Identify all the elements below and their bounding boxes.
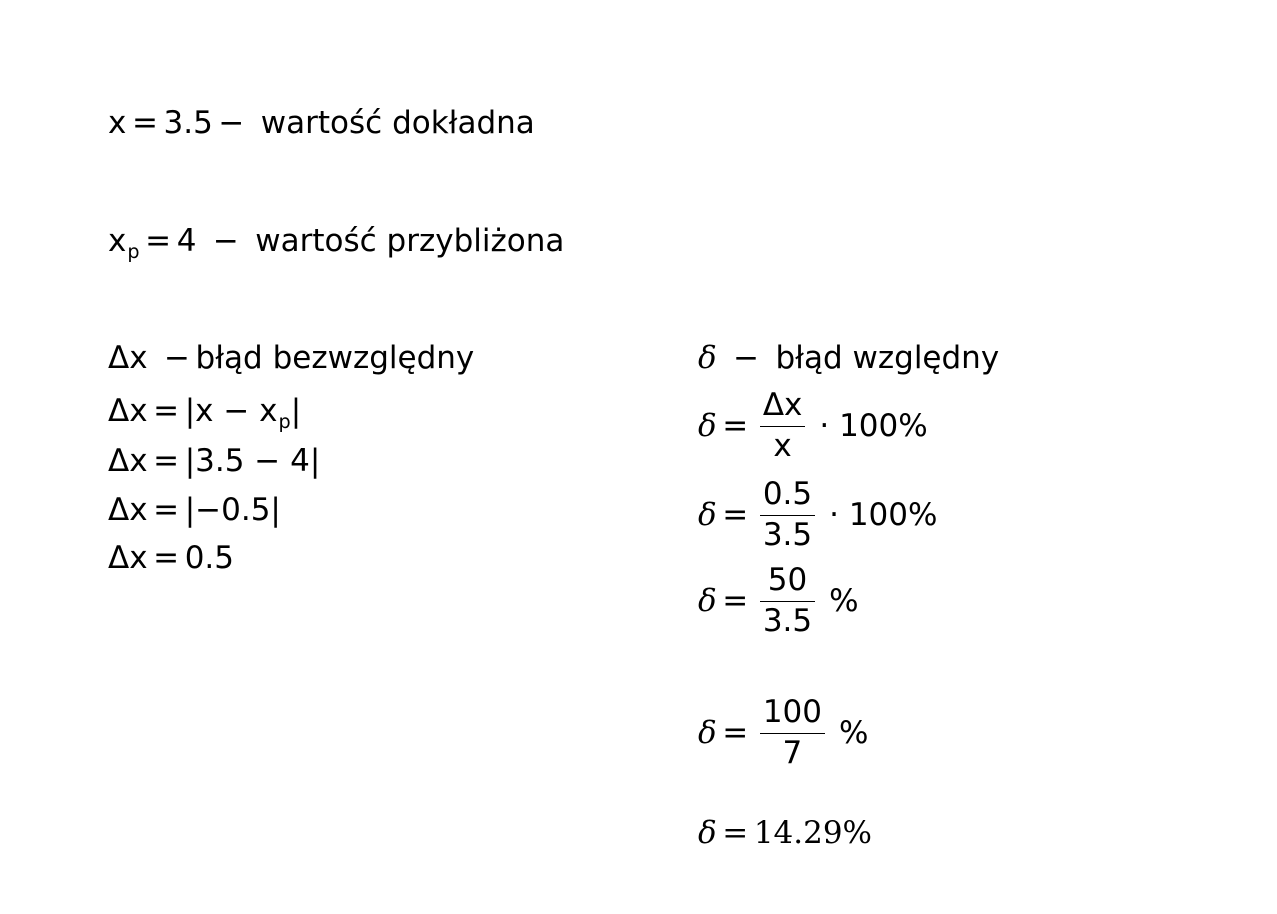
approx-subscript: p bbox=[278, 409, 291, 433]
fraction bbox=[760, 388, 806, 465]
numerator: 0.5 bbox=[762, 476, 813, 512]
percent-multiplier: · 100% bbox=[819, 408, 928, 445]
equals-sign: = bbox=[153, 540, 180, 576]
relative-error-label: błąd względny bbox=[775, 340, 1000, 376]
approx-number: 4 bbox=[176, 223, 197, 259]
fraction bbox=[760, 477, 815, 554]
equals-sign: = bbox=[131, 105, 158, 141]
equals-sign: = bbox=[153, 443, 180, 479]
equals-sign: = bbox=[145, 223, 172, 259]
absolute-error-heading bbox=[108, 340, 475, 376]
formula-closing-bar: | bbox=[290, 393, 302, 429]
fraction-bar bbox=[760, 515, 815, 517]
delta-x-symbol: Δx bbox=[108, 492, 148, 528]
delta-x-symbol: Δx bbox=[108, 393, 148, 429]
dash: − bbox=[212, 223, 239, 259]
relative-error-formula bbox=[698, 388, 928, 465]
approx-symbol: x bbox=[108, 223, 127, 259]
delta-symbol: δ bbox=[698, 583, 717, 620]
numerator: Δx bbox=[762, 387, 803, 423]
relative-error-value: 14.29% bbox=[753, 815, 873, 851]
delta-symbol: δ bbox=[698, 340, 717, 376]
dash: − bbox=[218, 105, 245, 141]
equals-sign: = bbox=[722, 497, 749, 534]
equals-sign: = bbox=[153, 492, 180, 528]
delta-x-symbol: Δx bbox=[108, 540, 148, 576]
exact-symbol: x bbox=[108, 105, 127, 141]
substitution-expression: |3.5 − 4| bbox=[184, 443, 321, 479]
delta-symbol: δ bbox=[698, 497, 717, 534]
equals-sign: = bbox=[722, 815, 749, 851]
delta-x-symbol: Δx bbox=[108, 340, 148, 376]
percent-multiplier: · 100% bbox=[829, 497, 938, 534]
exact-value-definition bbox=[108, 105, 535, 141]
approx-subscript: p bbox=[127, 239, 140, 263]
absolute-error-difference bbox=[108, 492, 281, 528]
percent-sign: % bbox=[838, 715, 869, 752]
fraction bbox=[760, 695, 825, 772]
fraction-bar bbox=[760, 733, 825, 735]
exact-number: 3.5 bbox=[163, 105, 213, 141]
relative-error-substitution bbox=[698, 477, 937, 554]
absolute-error-result bbox=[108, 540, 235, 576]
numerator: 100 bbox=[762, 694, 822, 730]
approx-label: wartość przybliżona bbox=[255, 223, 565, 259]
delta-symbol: δ bbox=[698, 408, 717, 445]
fraction-bar bbox=[760, 601, 815, 603]
denominator: 3.5 bbox=[762, 517, 813, 554]
percent-sign: % bbox=[829, 583, 859, 620]
denominator: x bbox=[773, 428, 792, 465]
absolute-error-substitution bbox=[108, 443, 321, 479]
relative-error-result bbox=[698, 815, 873, 851]
absolute-error-label: błąd bezwzględny bbox=[195, 340, 475, 376]
exact-label: wartość dokładna bbox=[260, 105, 535, 141]
approx-value-definition bbox=[108, 223, 565, 263]
dash: − bbox=[733, 340, 760, 376]
equals-sign: = bbox=[153, 393, 180, 429]
relative-error-step-four bbox=[698, 695, 868, 772]
relative-error-step-three bbox=[698, 563, 859, 640]
denominator: 3.5 bbox=[762, 603, 813, 640]
denominator: 7 bbox=[782, 735, 803, 772]
fraction bbox=[760, 563, 815, 640]
delta-symbol: δ bbox=[698, 815, 717, 851]
fraction-bar bbox=[760, 426, 806, 428]
delta-x-symbol: Δx bbox=[108, 443, 148, 479]
equals-sign: = bbox=[722, 715, 749, 752]
numerator: 50 bbox=[767, 562, 808, 598]
equals-sign: = bbox=[722, 583, 749, 620]
dash: − bbox=[163, 340, 190, 376]
delta-symbol: δ bbox=[698, 715, 717, 752]
formula-expression: |x − x bbox=[184, 393, 278, 429]
absolute-error-formula bbox=[108, 393, 302, 433]
difference-expression: |−0.5| bbox=[184, 492, 281, 528]
absolute-error-value: 0.5 bbox=[184, 540, 235, 576]
relative-error-heading bbox=[698, 340, 1000, 376]
equals-sign: = bbox=[722, 408, 749, 445]
